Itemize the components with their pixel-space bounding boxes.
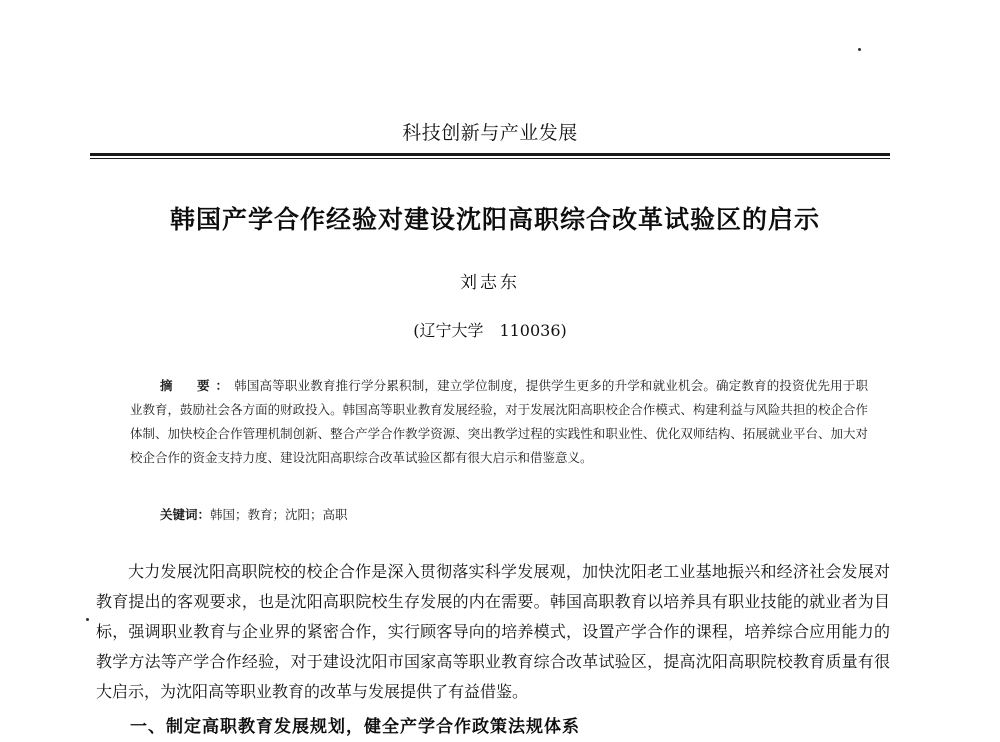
keywords-label: 关键词： [160,507,211,522]
scan-speck [858,48,861,51]
keywords [160,505,348,523]
abstract [130,374,868,470]
keywords-text: 韩国；教育；沈阳；高职 [210,507,348,522]
author-name: 刘志东 [460,273,520,293]
abstract-label: 摘 要： [160,378,235,393]
author-affiliation: (辽宁大学 110036) [413,321,567,340]
scan-speck [86,618,89,621]
article-title: 韩国产学合作经验对建设沈阳高职综合改革试验区的启示 [169,205,820,234]
header-rule-thick [90,153,890,156]
header-rule-thin [90,158,890,159]
running-header: 科技创新与产业发展 [402,122,578,144]
abstract-text: 韩国高等职业教育推行学分累积制，建立学位制度，提供学生更多的升学和就业机会。确定教育的投资优先用于职业教育，鼓励社会各方面的财政投入。韩国高等职业教育发展经验，对于发展沈阳高职校企合作模式、构建利益与风险共担的校企合作体制、加快校企合作管理机制创新、整合产学合作教学资源、突出教学过程的实践性和职业性、优化双师结构、拓展就业平台、加大对校企合作的资金支持力度、建设沈阳高职综合改革试验区都有很大启示和借鉴意义。 [130,378,868,465]
section-heading: 一、制定高职教育发展规划，健全产学合作政策法规体系 [130,717,580,737]
body-paragraph: 大力发展沈阳高职院校的校企合作是深入贯彻落实科学发展观，加快沈阳老工业基地振兴和经济社会发展对教育提出的客观要求，也是沈阳高职院校生存发展的内在需要。韩国高职教育以培养具有职业技能的就业者为目标，强调职业教育与企业界的紧密合作，实行顾客导向的培养模式，设置产学合作的课程，培养综合应用能力的教学方法等产学合作经验，对于建设沈阳市国家高等职业教育综合改革试验区，提高沈阳高职院校教育质量有很大启示，为沈阳高等职业教育的改革与发展提供了有益借鉴。 [96,562,890,701]
